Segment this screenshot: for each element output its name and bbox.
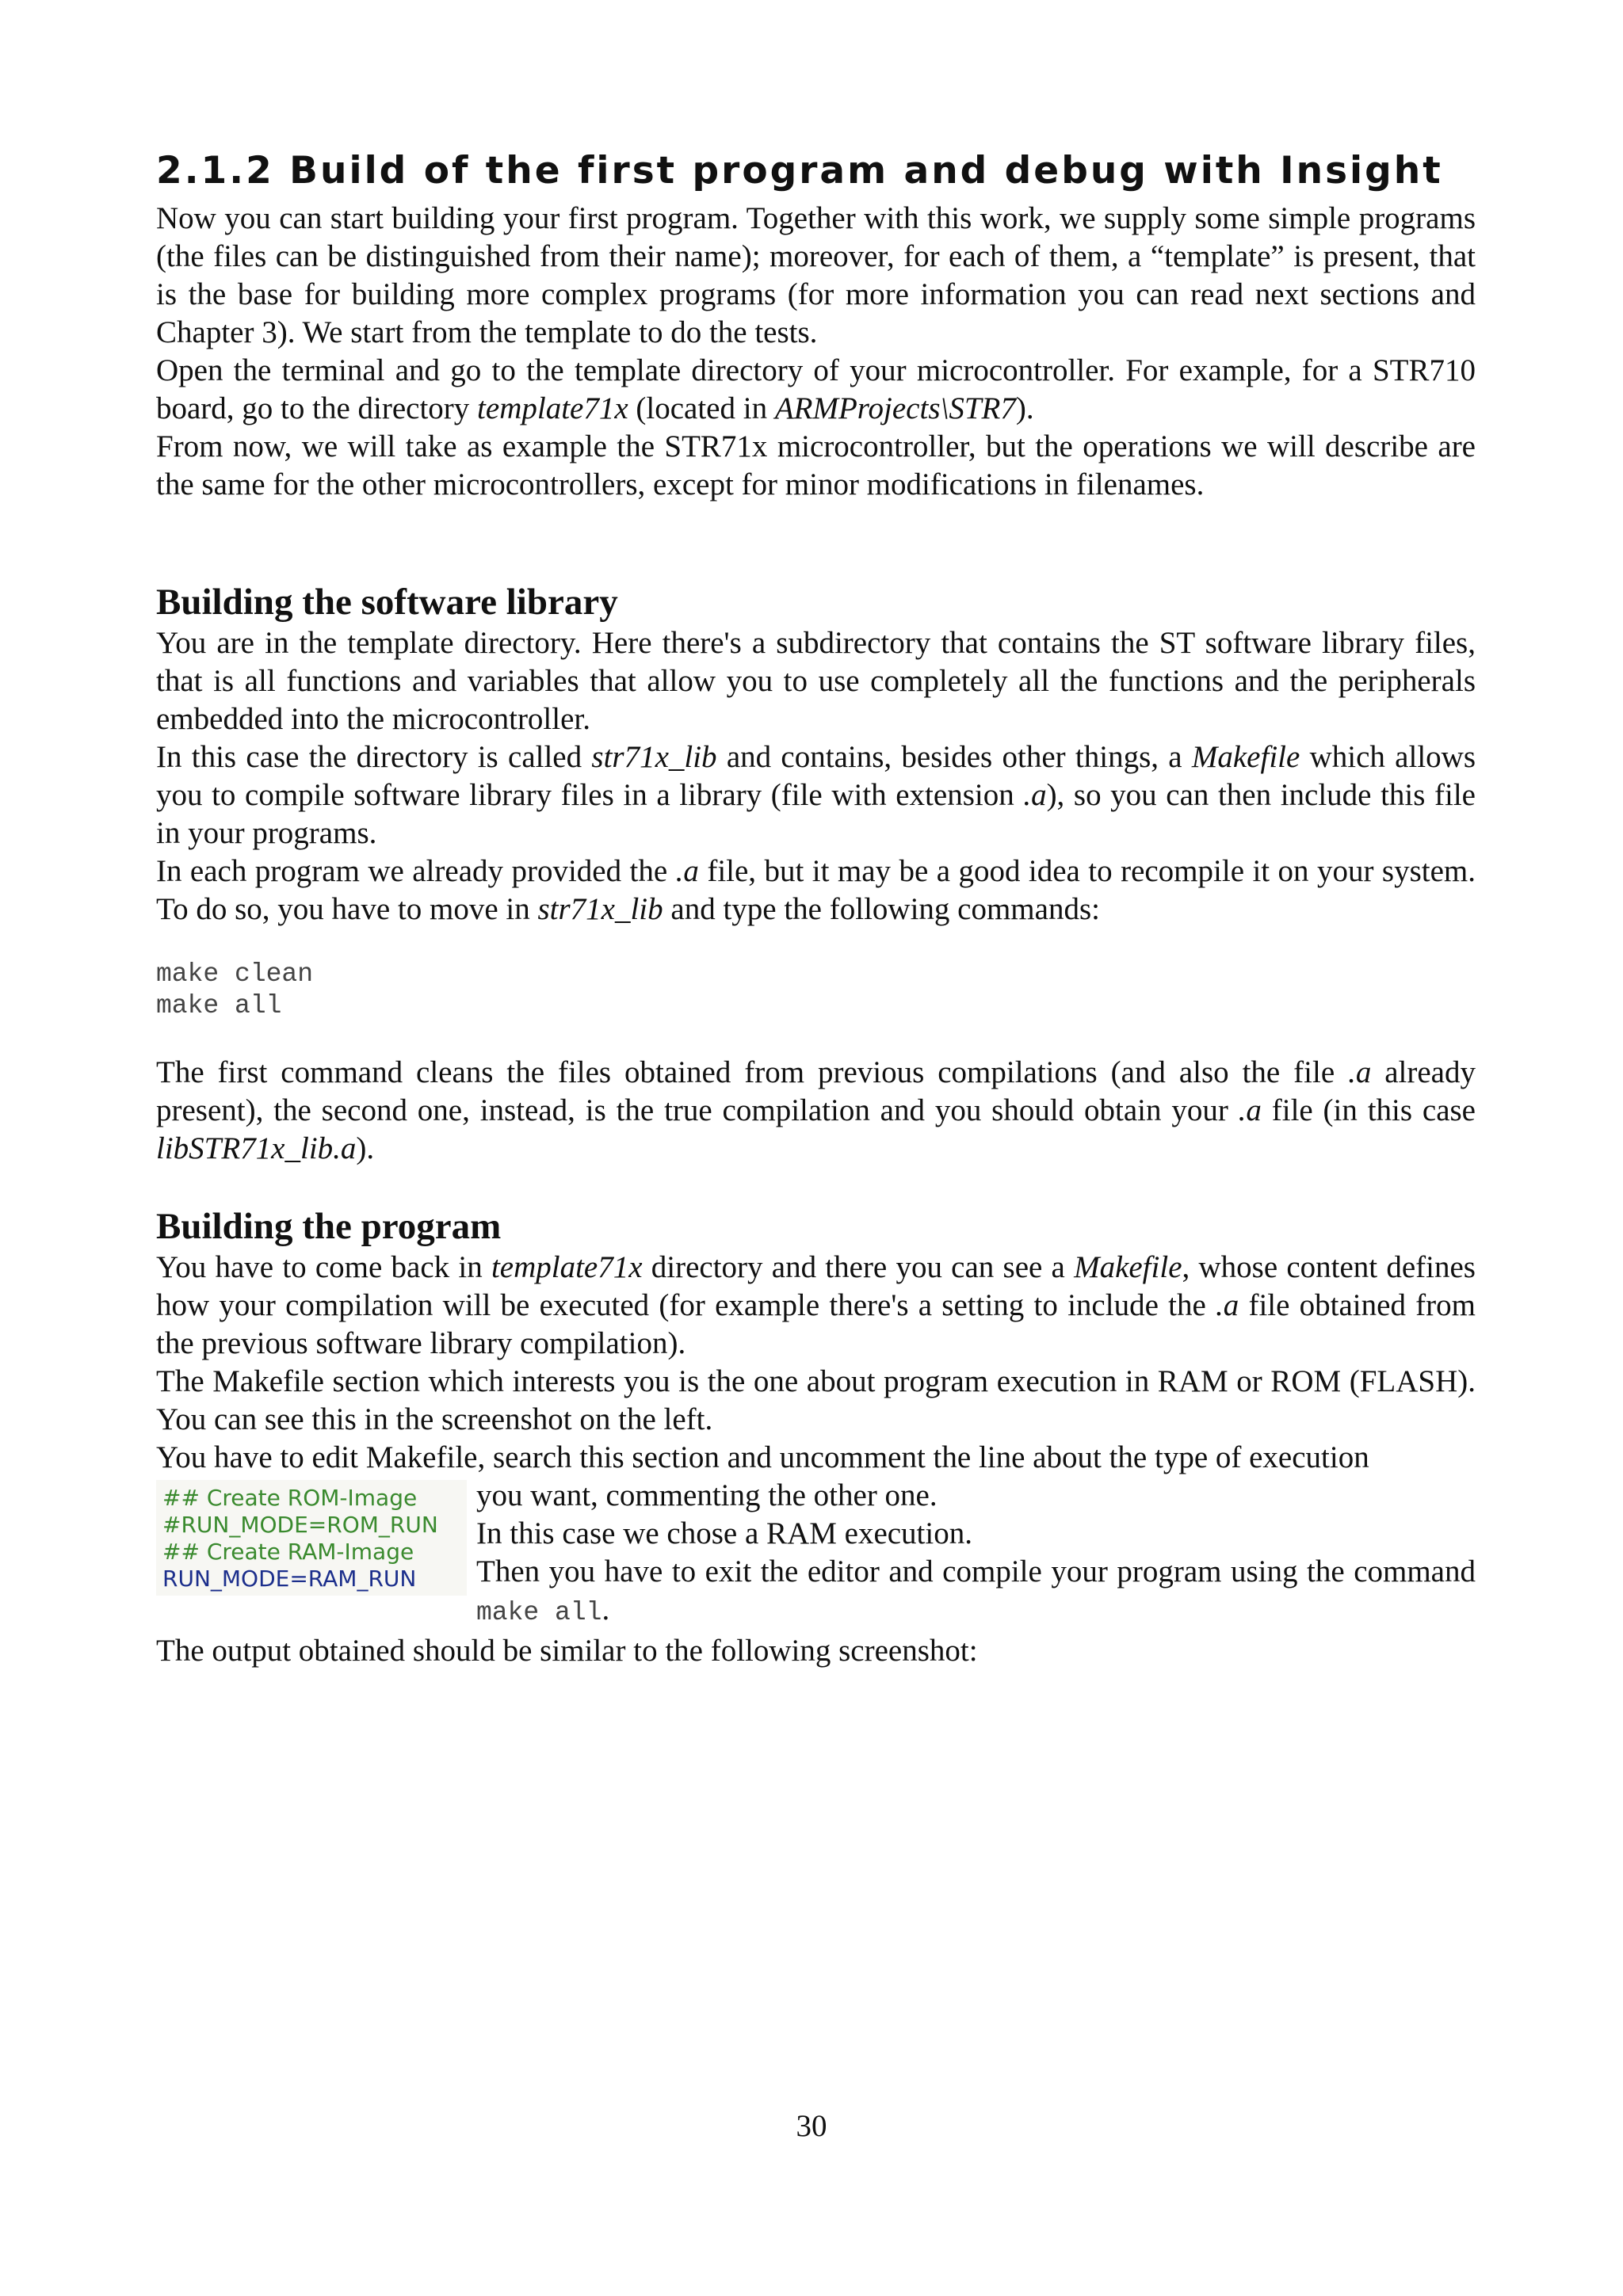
makefile-figure-row <box>156 1477 1476 1632</box>
file-extension: .a <box>1023 778 1047 812</box>
text-run: In this case the directory is called <box>156 740 592 774</box>
library-intro-paragraph: You are in the template directory. Here there's a subdirectory that contains the ST software library files, that is all functions and variables that allow you to use completely all the functions and the peripherals embedded into the microcontroller. <box>156 626 1476 736</box>
directory-name: template71x <box>491 1250 643 1284</box>
makefile-line: RUN_MODE=RAM_RUN <box>162 1566 417 1592</box>
makefile-line: #RUN_MODE=ROM_RUN <box>162 1512 438 1538</box>
text-run: Then you have to exit the editor and compile your program using the command <box>476 1554 1476 1589</box>
command-line: make clean <box>156 959 314 989</box>
makefile-line: ## Create ROM-Image <box>162 1485 418 1511</box>
program-edit-paragraph: You have to edit Makefile, search this section and uncomment the line about the type of execution <box>156 1440 1369 1474</box>
file-extension: .a <box>1215 1288 1239 1322</box>
spacer <box>156 929 1476 959</box>
text-run: already present), the second one, instead, is the true compilation and you should obtain your <box>156 1055 1476 1127</box>
explanation-line: you want, commenting the other one. <box>476 1478 938 1512</box>
text-run: which allows you to compile software library files in a library (file with extension <box>156 740 1476 812</box>
page-number: 30 <box>796 2109 827 2143</box>
command-listing <box>156 959 1476 1022</box>
library-file-name: libSTR71x_lib.a <box>156 1131 357 1165</box>
text-run: and contains, besides other things, a <box>716 740 1192 774</box>
makefile-name: Makefile <box>1191 740 1300 774</box>
text-run: ). <box>1015 391 1034 425</box>
library-heading: Building the software library <box>156 582 618 623</box>
intro-paragraph: Now you can start building your first program. Together with this work, we supply some simple programs (the files can be distinguished from their name); moreover, for each of them, a “template” is present, that is the base for building more complex programs (for more information you can read next sections and Chapter 3). We start from the template to do the tests. <box>156 201 1476 349</box>
makefile-explanation <box>476 1477 1476 1632</box>
text-run: file (in this case <box>1261 1093 1476 1127</box>
makefile-screenshot <box>156 1480 467 1596</box>
library-dir-paragraph <box>156 738 1476 852</box>
directory-name: str71x_lib <box>537 892 663 926</box>
makefile-line: ## Create RAM-Image <box>162 1539 414 1565</box>
spacer <box>156 1168 1476 1204</box>
program-section-paragraph: The Makefile section which interests you is the one about program execution in RAM or ROM (FLASH). You can see this in the screenshot on the left. <box>156 1364 1476 1436</box>
text-run: You have to come back in <box>156 1250 491 1284</box>
text-run: and type the following commands: <box>663 892 1100 926</box>
text-run: directory and there you can see a <box>642 1250 1075 1284</box>
library-result-paragraph <box>156 1054 1476 1168</box>
file-extension: .a <box>1238 1093 1262 1127</box>
text-run: file obtained from the previous software library compilation). <box>156 1288 1476 1360</box>
page-content <box>156 143 1476 1670</box>
text-run: (located in <box>628 391 775 425</box>
spacer <box>156 504 1476 580</box>
text-run: , whose content defines how your compilation will be executed (for example there's a setting to include the <box>156 1250 1476 1322</box>
spacer <box>156 1022 1476 1054</box>
section-heading: 2.1.2 Build of the first program and debug with Insight <box>156 149 1443 193</box>
text-run: file, but it may be a good idea to recompile it on your system. To do so, you have to move in <box>156 854 1476 926</box>
directory-name: template71x <box>477 391 628 425</box>
example-paragraph: From now, we will take as example the STR71x microcontroller, but the operations we will describe are the same for the other microcontrollers, except for minor modifications in filenames. <box>156 429 1476 502</box>
explanation-line <box>476 1553 1476 1632</box>
explanation-line: In this case we chose a RAM execution. <box>476 1516 972 1550</box>
text-run: Open the terminal and go to the template directory of your microcontroller. For example, for a STR710 board, go to the directory <box>156 353 1476 425</box>
output-intro-paragraph: The output obtained should be similar to the following screenshot: <box>156 1634 978 1668</box>
text-run: ). <box>356 1131 375 1165</box>
program-makefile-paragraph <box>156 1249 1476 1363</box>
text-run: In each program we already provided the <box>156 854 676 888</box>
library-recompile-paragraph <box>156 852 1476 929</box>
directory-name: str71x_lib <box>591 740 717 774</box>
text-run: . <box>601 1592 610 1627</box>
program-heading: Building the program <box>156 1206 502 1247</box>
inline-command: make all <box>476 1598 602 1627</box>
file-extension: .a <box>675 854 699 888</box>
makefile-name: Makefile <box>1074 1250 1182 1284</box>
command-line: make all <box>156 991 282 1020</box>
terminal-paragraph <box>156 352 1476 428</box>
text-run: ), so you can then include this file in your programs. <box>156 778 1476 850</box>
file-extension: .a <box>1348 1055 1372 1089</box>
text-run: The first command cleans the files obtained from previous compilations (and also the file <box>156 1055 1349 1089</box>
directory-path: ARMProjects\STR7 <box>774 391 1016 425</box>
